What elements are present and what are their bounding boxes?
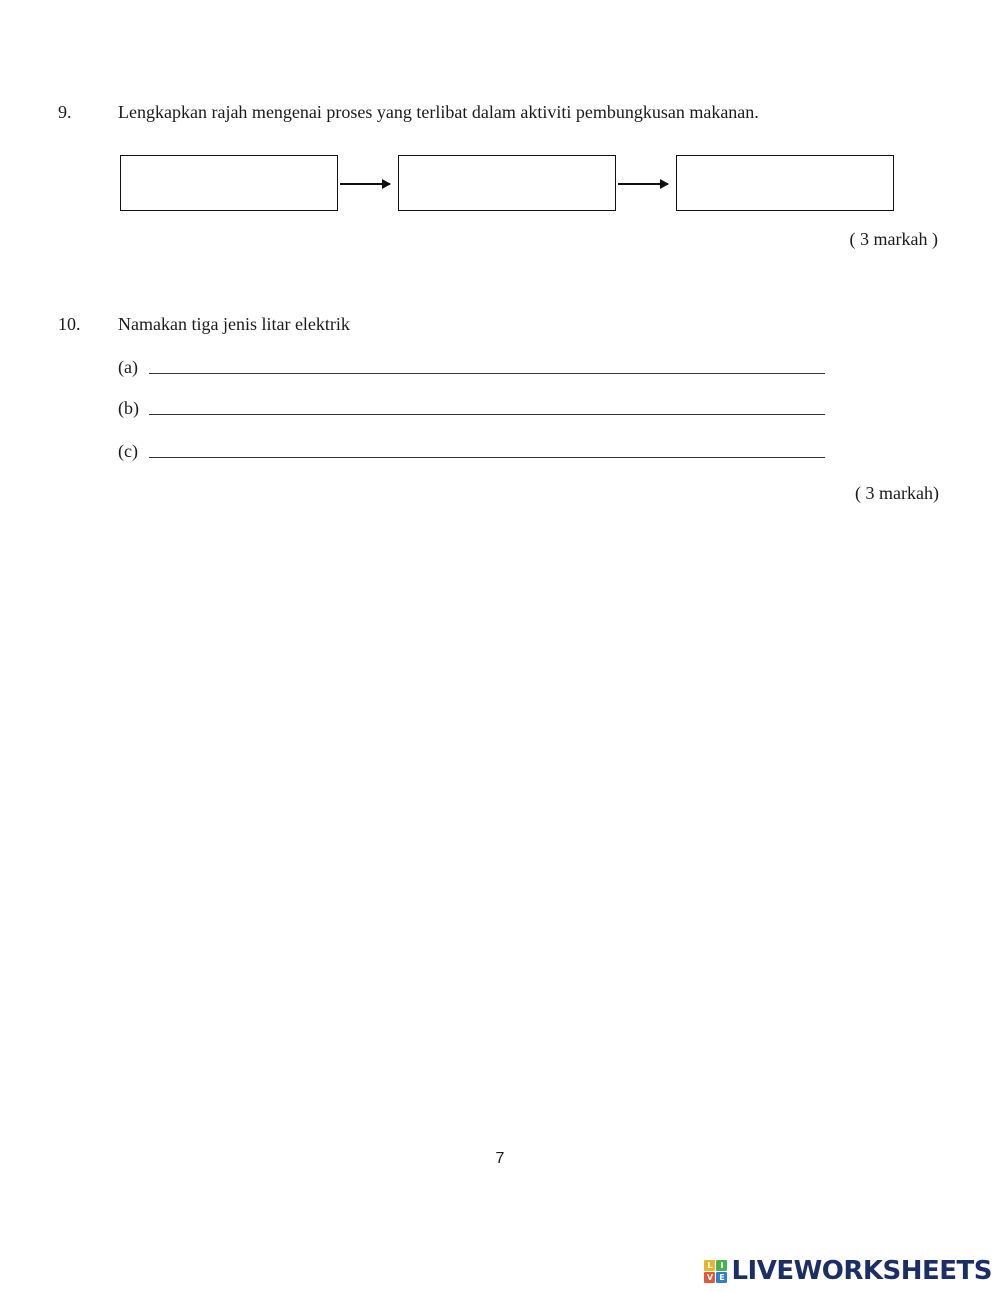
answer-label-b: (b) (118, 398, 139, 418)
question-10-marks: ( 3 markah) (855, 483, 939, 503)
logo-mark-icon (704, 1260, 727, 1283)
logo-mark-letter: L (704, 1260, 715, 1271)
flow-arrow-1-icon (340, 183, 390, 185)
flow-answer-box-1[interactable] (120, 155, 338, 211)
logo-mark-letter: E (716, 1272, 727, 1283)
question-10-text: Namakan tiga jenis litar elektrik (118, 314, 350, 334)
logo-mark-letter: V (704, 1272, 715, 1283)
logo-text: LIVEWORKSHEETS (731, 1256, 992, 1286)
page-number: 7 (495, 1150, 505, 1167)
answer-line-b[interactable] (149, 414, 825, 415)
answer-line-a[interactable] (149, 373, 825, 374)
answer-label-a: (a) (118, 357, 138, 377)
answer-label-c: (c) (118, 441, 138, 461)
question-9-marks: ( 3 markah ) (849, 229, 938, 249)
answer-line-c[interactable] (149, 457, 825, 458)
flow-arrow-2-icon (618, 183, 668, 185)
flow-answer-box-3[interactable] (676, 155, 894, 211)
logo-mark-letter: I (716, 1260, 727, 1271)
question-10-number: 10. (58, 314, 81, 334)
liveworksheets-logo (704, 1254, 992, 1288)
question-9-text: Lengkapkan rajah mengenai proses yang terlibat dalam aktiviti pembungkusan makanan. (118, 102, 759, 122)
flow-answer-box-2[interactable] (398, 155, 616, 211)
question-9-number: 9. (58, 102, 72, 122)
